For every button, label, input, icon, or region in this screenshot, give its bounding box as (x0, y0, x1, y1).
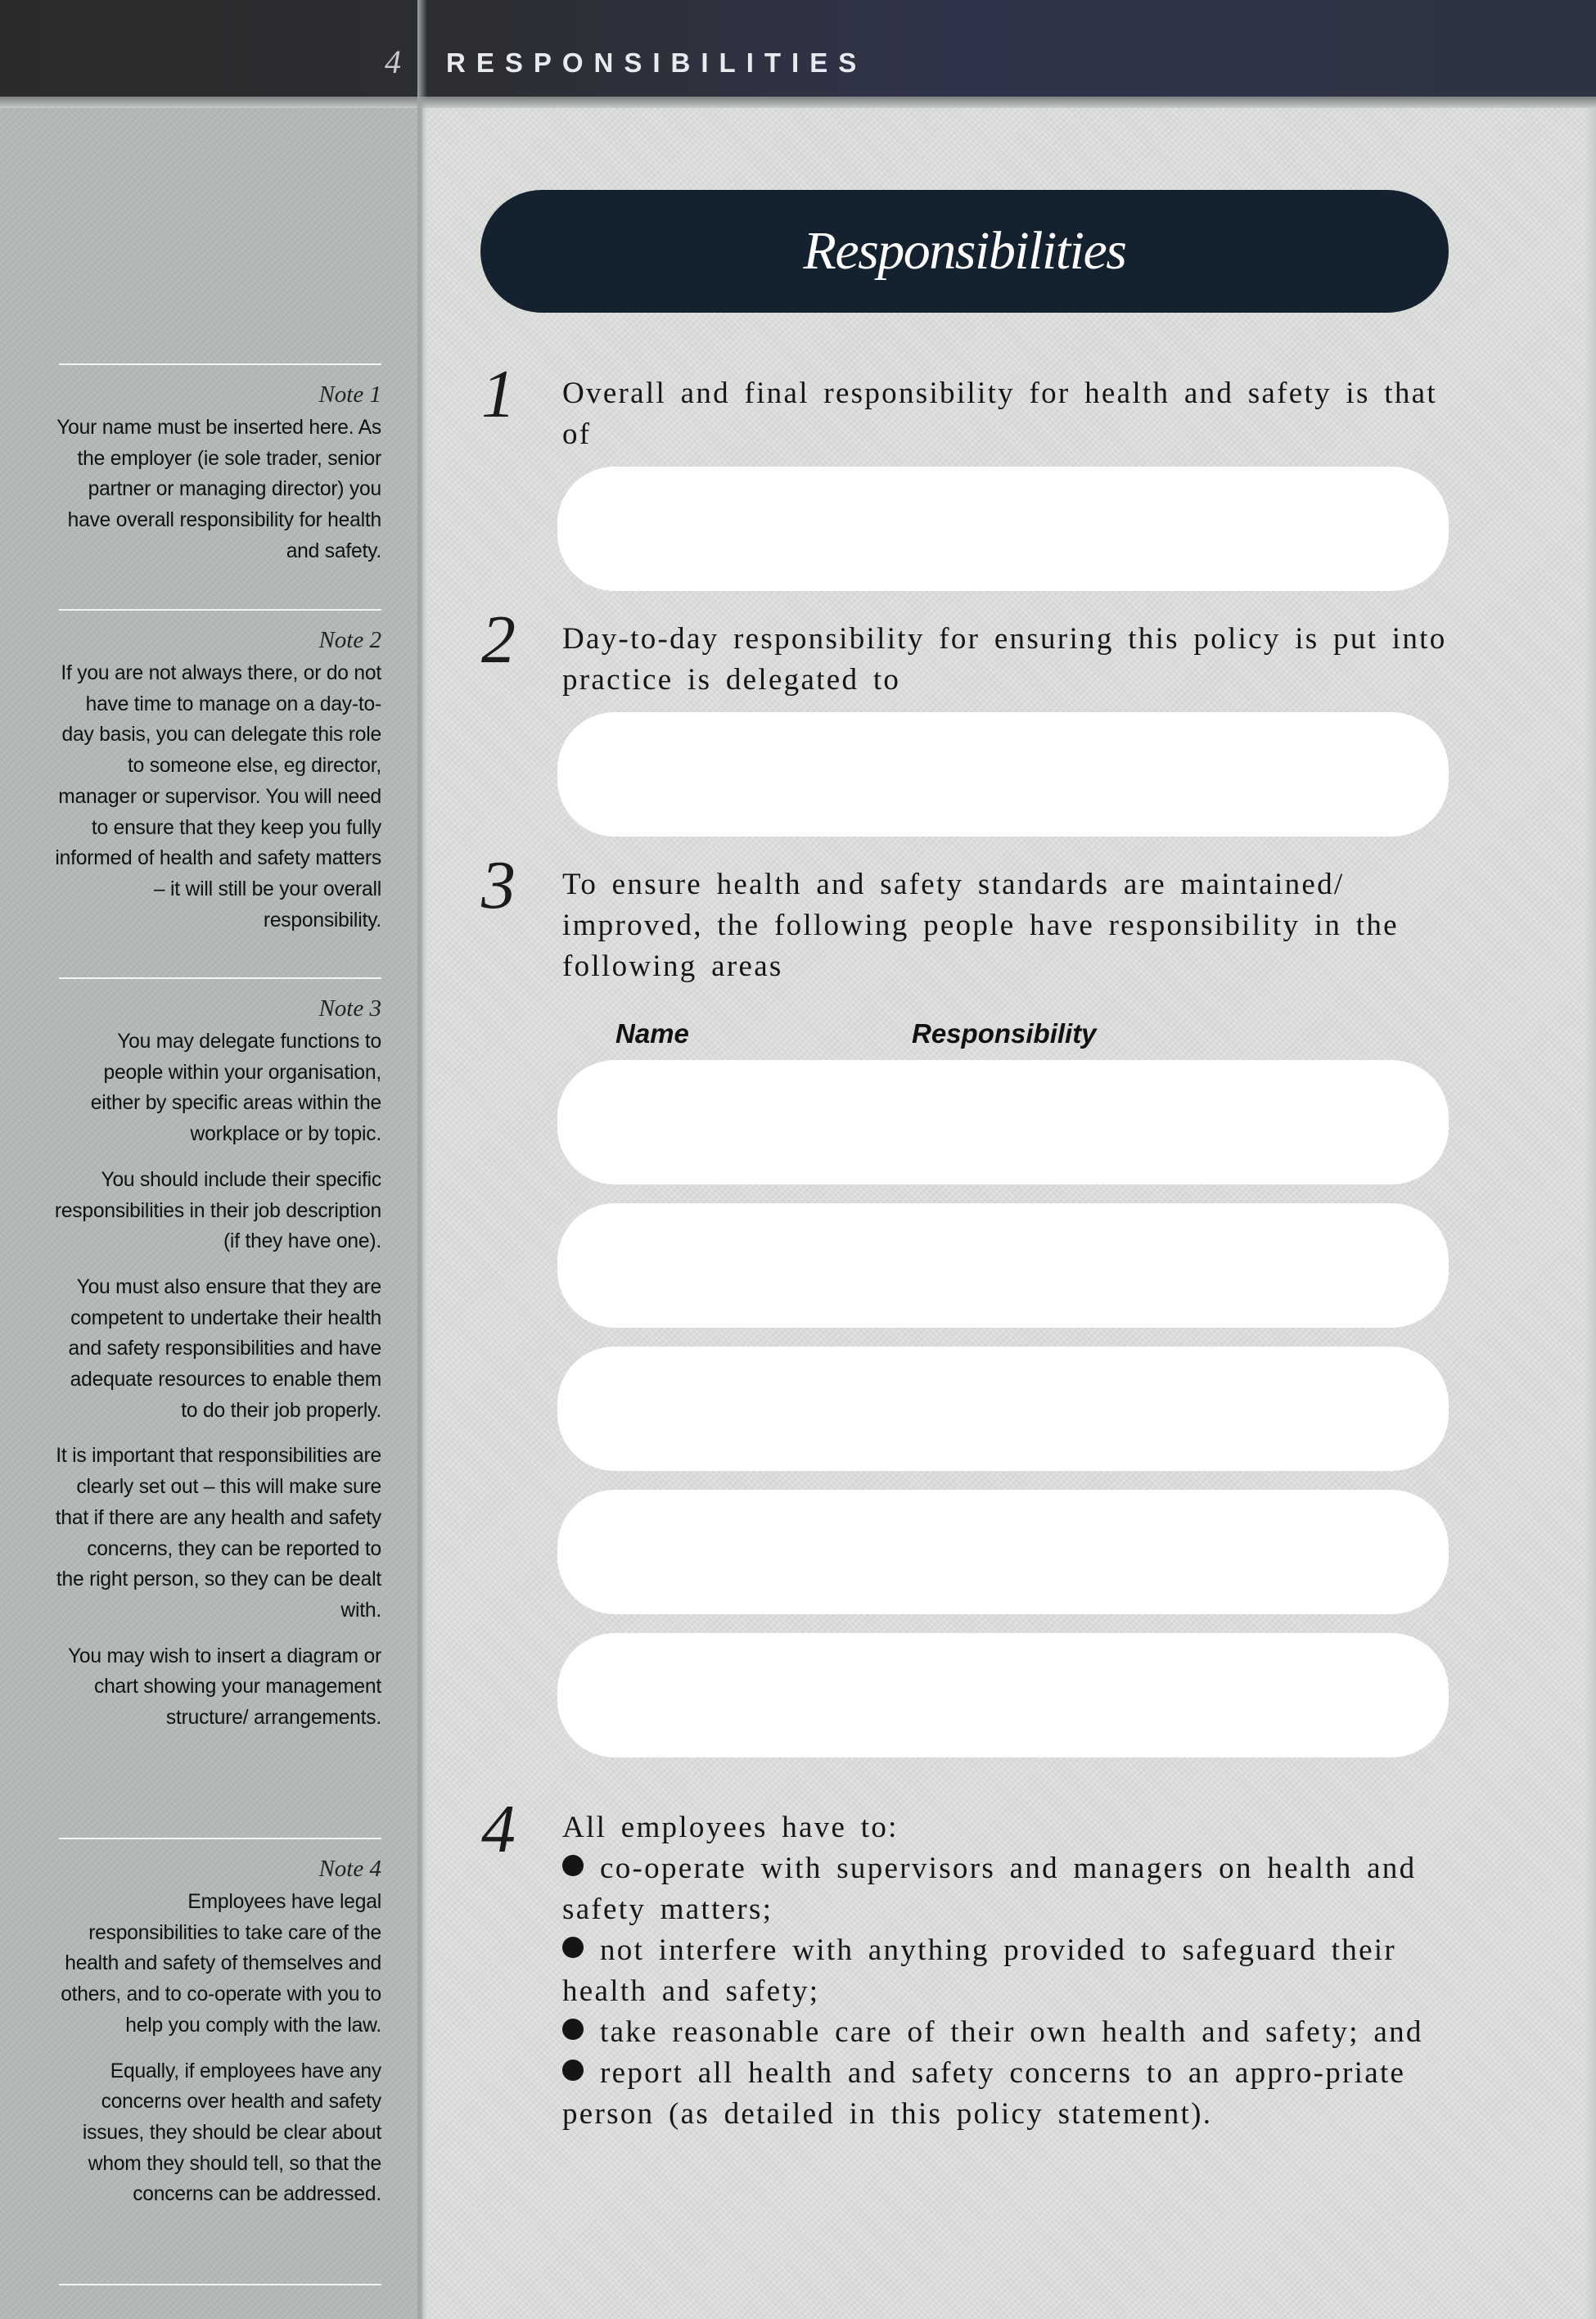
responsibility-row-field[interactable] (557, 1347, 1449, 1471)
note-paragraph: Equally, if employees have any concerns over health and safety issues, they should be clear about whom they should tell, so that the concerns can be addressed. (82, 2060, 381, 2206)
note-paragraph: You may wish to insert a diagram or chart showing your management structure/ arrangements. (67, 1645, 381, 1730)
sidebar-edge (417, 0, 427, 2319)
responsibility-row-field[interactable] (557, 1060, 1449, 1184)
section-number: 1 (481, 356, 516, 432)
bullet-icon (562, 1937, 584, 1958)
note-paragraph: You should include their specific responsibilities in their job description (if they have one). (54, 1168, 381, 1253)
note-label: Note 3 (318, 995, 381, 1022)
section-number: 4 (481, 1791, 516, 1867)
note-paragraph: Your name must be inserted here. As the employer (ie sole trader, senior partner or managing director) you have overall responsibility for health and safety. (56, 417, 381, 562)
note-paragraph: If you are not always there, or do not have time to manage on a day-to-day basis, you can delegate this role to someone else, eg director, manager or supervisor. You will need to ensure that they keep you fully informed of health and safety matters – it will still be your overall responsibility. (55, 662, 381, 932)
note-divider (59, 363, 381, 365)
list-item-text: co-operate with supervisors and managers on health and safety matters; (562, 1852, 1417, 1926)
section-1-text: Overall and final responsibility for health and safety is that of (562, 377, 1437, 451)
list-item (562, 1848, 1446, 1930)
note-2-text (54, 658, 381, 950)
column-header-responsibility: Responsibility (912, 1018, 1097, 1049)
section-4-text (562, 1807, 1446, 2135)
note-paragraph: Employees have legal responsibilities to take care of the health and safety of themselves and others, and to co-operate with you to help you comply with the law. (61, 1891, 381, 2037)
note-divider (59, 1838, 381, 1839)
section-number: 3 (481, 847, 516, 923)
delegated-responsibility-field[interactable] (557, 712, 1449, 837)
note-1-text (54, 413, 381, 582)
list-item-text: take reasonable care of their own health and safety; and (600, 2015, 1423, 2049)
list-item-text: not interfere with anything provided to safeguard their health and safety; (562, 1933, 1396, 2008)
list-item (562, 2053, 1446, 2135)
note-divider (59, 2284, 381, 2285)
list-item (562, 1930, 1446, 2012)
page-right-edge (1585, 108, 1596, 2319)
list-item (562, 2012, 1446, 2053)
note-paragraph: It is important that responsibilities are clearly set out – this will make sure that if there are any health and safety concerns, they can be reported to the right person, so they can be dealt with. (55, 1445, 381, 1622)
list-item-text: report all health and safety concerns to an appro-priate person (as detailed in this policy statement). (562, 2056, 1406, 2131)
page-title-banner (480, 190, 1449, 313)
note-paragraph: You must also ensure that they are competent to undertake their health and safety responsibilities and have adequate resources to enable them to do their job properly. (68, 1275, 381, 1422)
page-title: Responsibilities (803, 221, 1126, 281)
header-title: RESPONSIBILITIES (446, 47, 868, 78)
column-header-name: Name (615, 1018, 689, 1049)
note-4-text (54, 1887, 381, 2225)
responsibility-row-field[interactable] (557, 1633, 1449, 1757)
note-paragraph: You may delegate functions to people within your organisation, either by specific areas within the workplace or by topic. (90, 1031, 381, 1146)
note-label: Note 1 (318, 381, 381, 408)
responsibility-row-field[interactable] (557, 1203, 1449, 1328)
bullet-icon (562, 2060, 584, 2081)
section-4-intro: All employees have to: (562, 1811, 899, 1844)
overall-responsibility-field[interactable] (557, 467, 1449, 591)
header-page-number: 4 (385, 43, 401, 80)
note-divider (59, 609, 381, 611)
section-number: 2 (481, 602, 516, 678)
responsibility-row-field[interactable] (557, 1490, 1449, 1614)
note-3-text (54, 1026, 381, 1748)
bullet-icon (562, 1855, 584, 1876)
header-divider (0, 97, 1596, 108)
note-label: Note 2 (318, 627, 381, 653)
section-3-text: To ensure health and safety standards are maintained/ improved, the following people have responsibility in the following areas (562, 868, 1399, 983)
section-2-text: Day-to-day responsibility for ensuring this policy is put into practice is delegated to (562, 622, 1447, 697)
employee-duties-list (562, 1848, 1446, 2135)
header-band (0, 0, 1596, 97)
note-divider (59, 977, 381, 979)
bullet-icon (562, 2019, 584, 2040)
note-label: Note 4 (318, 1856, 381, 1882)
